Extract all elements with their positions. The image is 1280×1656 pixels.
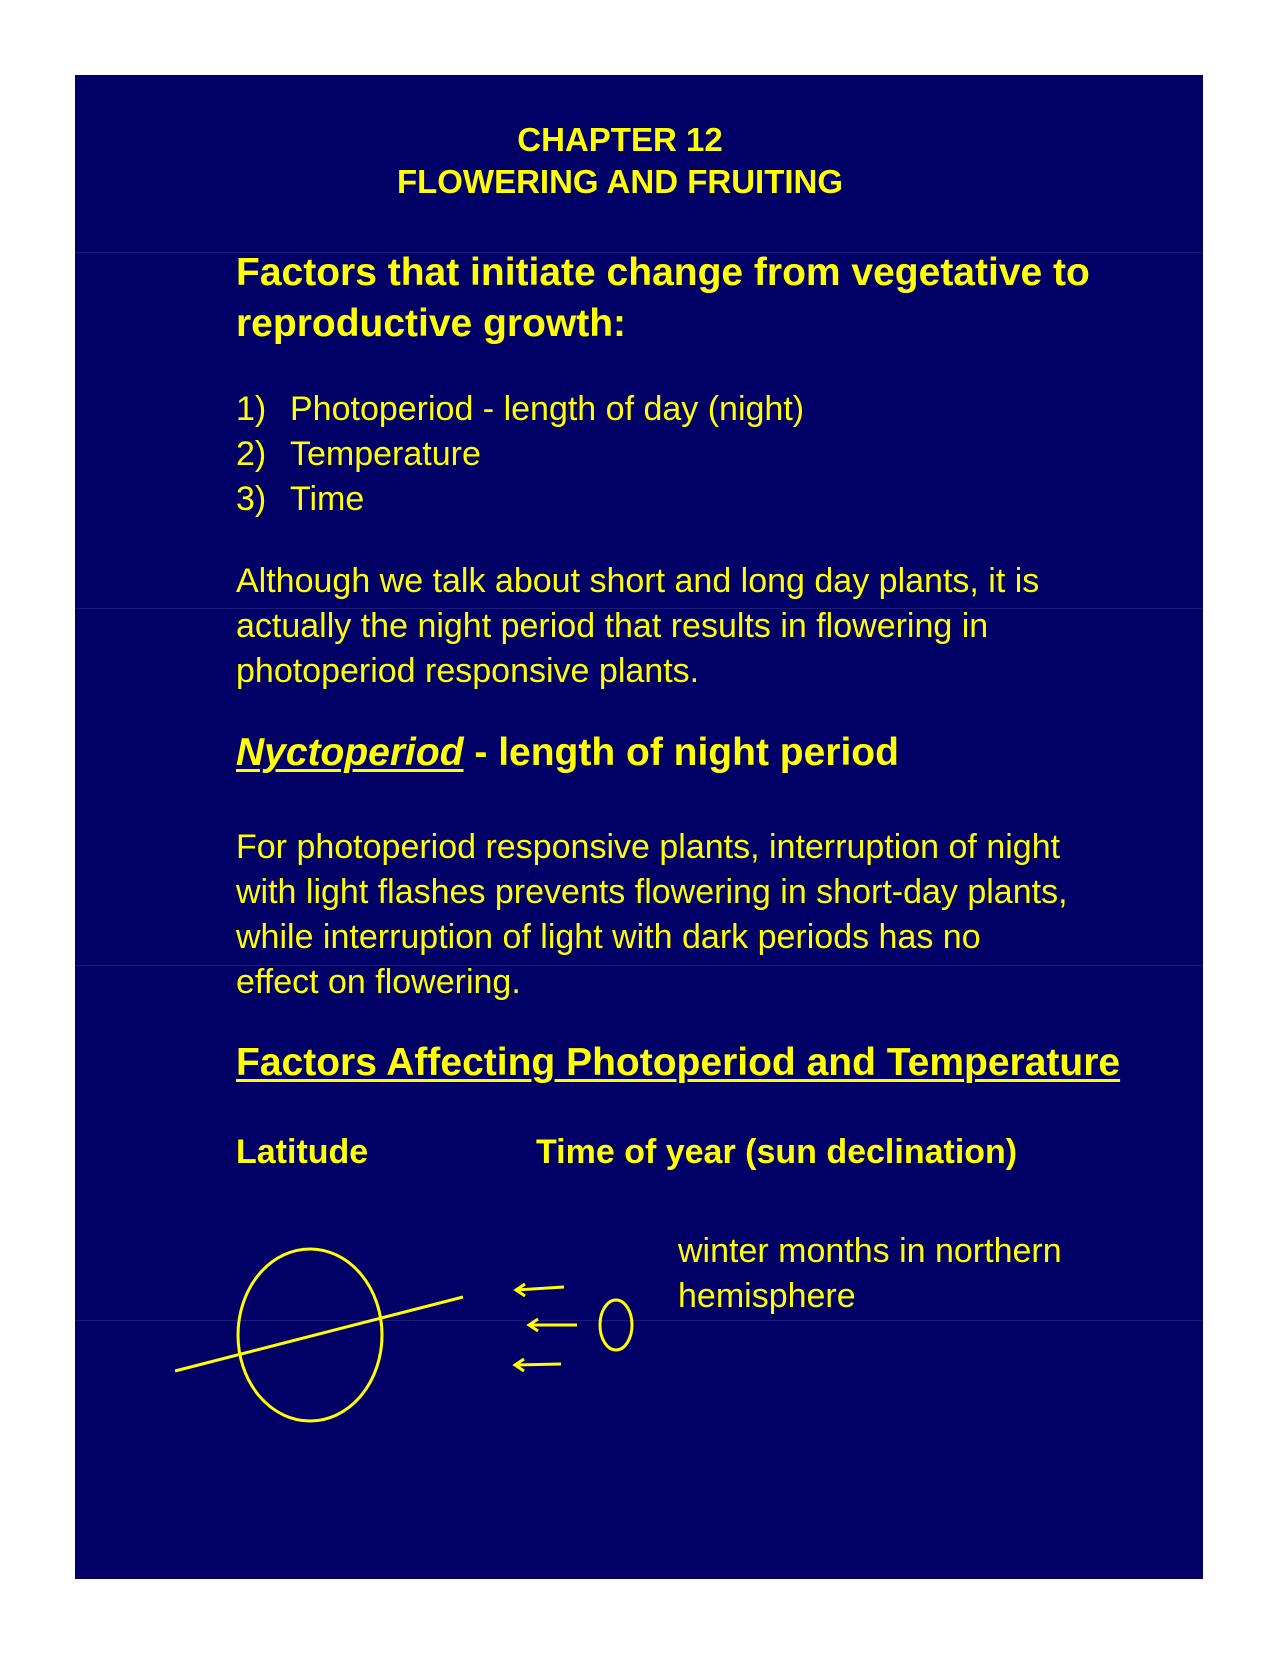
chapter-name: FLOWERING AND FRUITING	[396, 163, 844, 200]
diagram	[75, 75, 1203, 1579]
paragraph-line: For photoperiod responsive plants, interruption of night	[236, 828, 1061, 866]
time-of-year-label: Time of year (sun declination)	[536, 1133, 1018, 1171]
sun-ray-arrow-top	[516, 1284, 564, 1296]
paragraph-line: actually the night period that results in flowering in	[236, 607, 989, 645]
caption-line: winter months in northern	[678, 1232, 1062, 1270]
list-item-text: Temperature	[290, 435, 481, 473]
nyctoperiod-text: - length of night period	[463, 731, 899, 774]
chapter-number: CHAPTER 12	[517, 121, 723, 158]
list-item-text: Photoperiod - length of day (night)	[290, 390, 805, 428]
list-item-text: Time	[290, 480, 365, 518]
sun-ray-arrow-middle	[529, 1319, 577, 1331]
caption-line: hemisphere	[678, 1277, 856, 1315]
factors-heading-line-2: reproductive growth:	[236, 302, 627, 345]
paragraph-line: with light flashes prevents flowering in short-day plants,	[236, 873, 1068, 911]
paragraph-line: photoperiod responsive plants.	[236, 652, 700, 690]
list-item-number: 1)	[236, 390, 267, 428]
paragraph-line: Although we talk about short and long day plants, it is	[236, 562, 1040, 600]
paragraph-line: while interruption of light with dark periods has no	[236, 918, 981, 956]
list-item-number: 2)	[236, 435, 267, 473]
earth-axis-line	[175, 1297, 463, 1371]
list-item-number: 3)	[236, 480, 267, 518]
factors-heading-line-1: Factors that initiate change from vegetative to	[236, 251, 1090, 294]
section-heading: Factors Affecting Photoperiod and Temperature	[236, 1041, 1121, 1084]
sun-shape	[600, 1300, 632, 1350]
latitude-label: Latitude	[236, 1133, 369, 1171]
slide	[75, 75, 1203, 1579]
sun-ray-arrow-bottom	[515, 1359, 561, 1371]
paragraph-line: effect on flowering.	[236, 963, 521, 1001]
diagram-caption	[678, 1229, 1062, 1319]
nyctoperiod-term: Nyctoperiod	[236, 731, 464, 774]
